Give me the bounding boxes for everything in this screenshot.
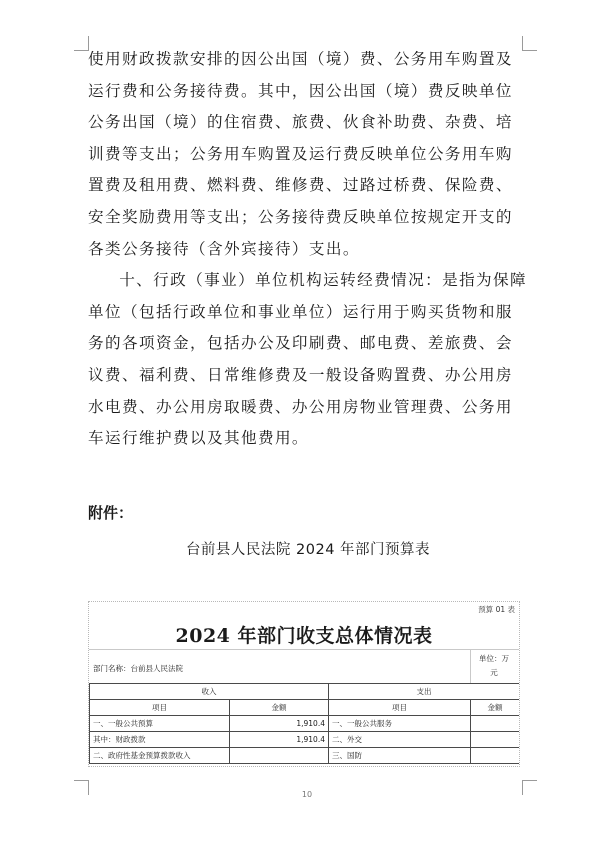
text-line: 出国（境）的住宿费、旅费、伙食补助费、杂费、培训费等 xyxy=(88,113,513,163)
expense-item-header: 项目 xyxy=(329,700,471,716)
unit-line: 单位：万 xyxy=(479,654,509,663)
income-item: 二、政府性基金预算拨款收入 xyxy=(90,748,230,764)
divider xyxy=(89,649,519,650)
table-row xyxy=(90,748,520,764)
income-item-header: 项目 xyxy=(90,700,230,716)
table-number: 预算 01 表 xyxy=(478,605,515,614)
text-line: 用费、燃料费、维修费、过路过桥费、保险费、安全奖励费 xyxy=(88,176,513,226)
body-text xyxy=(88,44,528,455)
income-header: 收入 xyxy=(90,684,329,700)
department-name: 部门名称：台前县人民法院 xyxy=(93,664,183,673)
table-row xyxy=(90,716,520,732)
text-line: 使用财政拨款安排的因公出国（境）费、公务用车购置及运 xyxy=(88,50,513,100)
expense-item: 三、国防 xyxy=(329,748,471,764)
table-title: 2024 年部门收支总体情况表 xyxy=(175,625,433,647)
table-row xyxy=(90,732,520,748)
page-number: 10 xyxy=(301,790,313,799)
text-line: 行费和公务接待费。其中，因公出国（境）费反映单位公务 xyxy=(88,81,513,132)
expense-item: 一、一般公共服务 xyxy=(329,716,471,732)
crop-mark-top-left xyxy=(74,36,89,51)
paragraph-2 xyxy=(88,265,528,455)
income-amount xyxy=(230,748,329,764)
budget-table-frame xyxy=(88,601,520,767)
paragraph-1 xyxy=(88,44,528,265)
text-line: 单位（包括行政单位和事业单位）运行用于购买货物和服务 xyxy=(88,302,513,353)
text-line: 用等支出；公务接待费反映单位按规定开支的各类公务接待 xyxy=(88,207,513,258)
expense-amount xyxy=(471,748,520,764)
expense-amount-header: 金额 xyxy=(471,700,520,716)
text-line: 、福利费、日常维修费及一般设备购置费、办公用房水电费 xyxy=(88,365,513,416)
attachment-label: 附件： xyxy=(88,504,134,522)
income-amount-header: 金额 xyxy=(230,700,329,716)
income-item: 其中：财政拨款 xyxy=(90,732,230,748)
table-subheader-row xyxy=(90,700,520,716)
unit-label xyxy=(472,652,516,680)
expense-amount xyxy=(471,732,520,748)
divider xyxy=(470,649,471,683)
income-amount: 1,910.4 xyxy=(230,716,329,732)
budget-table-subtitle: 台前县人民法院 2024 年部门预算表 xyxy=(185,542,431,558)
expense-amount xyxy=(471,716,520,732)
expense-header: 支出 xyxy=(329,684,520,700)
text-line: 、办公用房取暖费、办公用房物业管理费、公务用车运行维 xyxy=(88,397,513,448)
income-item: 一、一般公共预算 xyxy=(90,716,230,732)
table-header-row xyxy=(90,684,520,700)
income-expense-table xyxy=(89,683,520,764)
unit-line: 元 xyxy=(490,668,498,677)
income-amount: 1,910.4 xyxy=(230,732,329,748)
text-line: （含外宾接待）支出。 xyxy=(189,239,360,258)
text-line: 护费以及其他费用。 xyxy=(155,429,309,448)
text-line: 的各项资金，包括办公及印刷费、邮电费、差旅费、会议费 xyxy=(88,334,513,384)
text-line: 支出；公务用车购置及运行费反映单位公务用车购置费及租 xyxy=(88,144,513,195)
expense-item: 二、外交 xyxy=(329,732,471,748)
text-line: 十、行政（事业）单位机构运转经费情况：是指为保障 xyxy=(119,271,528,290)
